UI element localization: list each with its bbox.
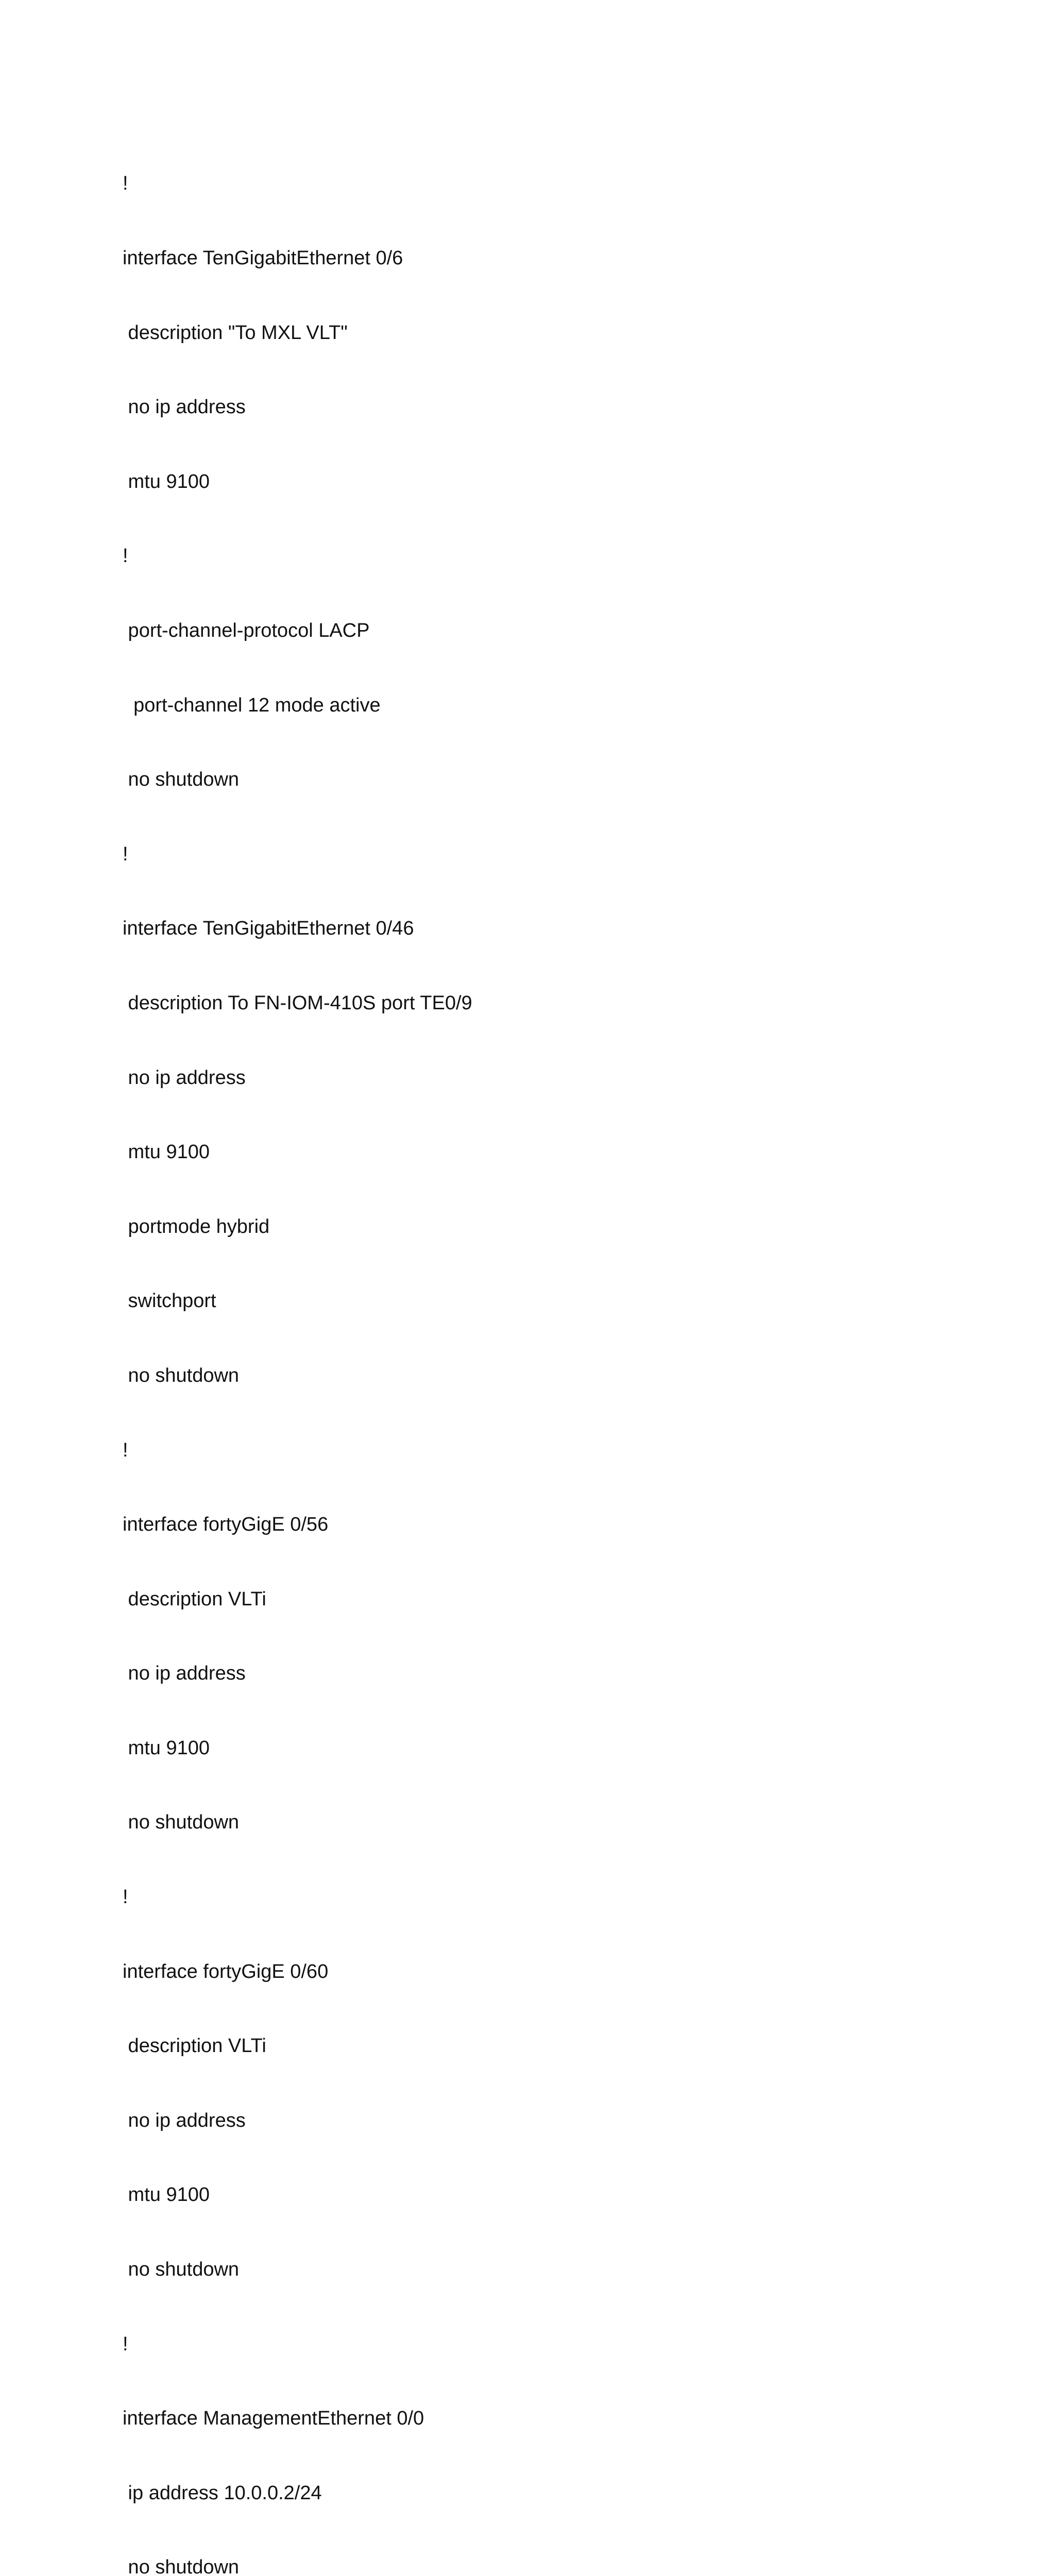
config-line: description "To MXL VLT" bbox=[123, 321, 348, 344]
config-line: interface TenGigabitEthernet 0/46 bbox=[123, 918, 414, 940]
config-line: switchport bbox=[123, 1290, 216, 1312]
config-line: portmode hybrid bbox=[123, 1215, 270, 1238]
config-line: interface fortyGigE 0/60 bbox=[123, 1960, 329, 1982]
config-line: interface ManagementEthernet 0/0 bbox=[123, 2408, 424, 2430]
config-line: port-channel-protocol LACP bbox=[123, 619, 370, 641]
config-line: mtu 9100 bbox=[123, 470, 210, 493]
config-line: description To FN-IOM-410S port TE0/9 bbox=[123, 992, 472, 1014]
config-line: mtu 9100 bbox=[123, 1737, 210, 1759]
config-line: ! bbox=[123, 545, 128, 567]
config-line: interface TenGigabitEthernet 0/6 bbox=[123, 247, 403, 269]
config-line: no ip address bbox=[123, 1066, 246, 1089]
config-line: mtu 9100 bbox=[123, 1141, 210, 1163]
config-line: ! bbox=[123, 1439, 128, 1461]
config-line: ! bbox=[123, 1886, 128, 1908]
config-line: no shutdown bbox=[123, 1811, 240, 1834]
config-line: mtu 9100 bbox=[123, 2184, 210, 2206]
config-line: no ip address bbox=[123, 2109, 246, 2131]
config-line: port-channel 12 mode active bbox=[123, 694, 381, 716]
config-line: ip address 10.0.0.2/24 bbox=[123, 2482, 322, 2504]
config-line: ! bbox=[123, 173, 128, 195]
config-line: no shutdown bbox=[123, 769, 240, 791]
config-line: no shutdown bbox=[123, 1364, 240, 1386]
config-line: no ip address bbox=[123, 396, 246, 418]
config-line: description VLTi bbox=[123, 2035, 266, 2057]
config-listing bbox=[123, 122, 472, 2576]
config-line: ! bbox=[123, 2333, 128, 2355]
config-line: no ip address bbox=[123, 1663, 246, 1685]
config-line: no shutdown bbox=[123, 2556, 240, 2576]
config-line: interface fortyGigE 0/56 bbox=[123, 1514, 329, 1536]
config-line: no shutdown bbox=[123, 2259, 240, 2281]
config-line: ! bbox=[123, 843, 128, 865]
config-line: description VLTi bbox=[123, 1588, 266, 1610]
